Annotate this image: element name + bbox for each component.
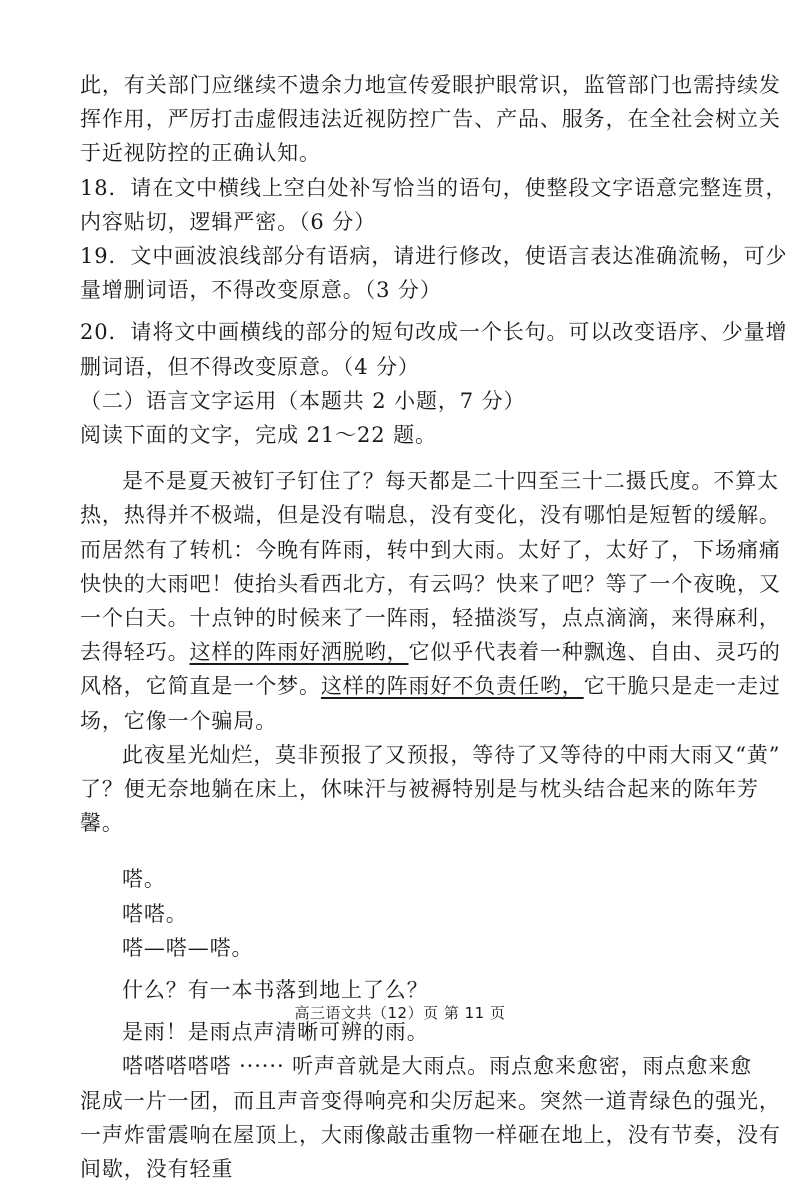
text-line: 删词语，但不得改变原意。（4 分） [80,354,420,379]
text-line [80,635,781,669]
underlined-phrase: 这样的阵雨好不负责任哟， [320,674,584,699]
underlined-phrase: 这样的阵雨好洒脱哟， [189,640,409,665]
rain-line: 是雨！是雨点声清晰可辨的雨。 [122,1020,429,1045]
text-line: 一声炸雷震响在屋顶上，大雨像敲击重物一样砸在地上，没有节奏，没有 [80,1122,781,1147]
text-line: 于近视防控的正确认知。 [80,141,321,166]
text-line: 间歇，没有轻重 [80,1157,234,1182]
sound-line: 嗒嗒。 [122,901,188,926]
plain-text: 风格，它简直是一个梦。 [80,674,321,699]
text-line: 场，它像一个骗局。 [80,708,278,733]
text-line: 挥作用，严厉打击虚假违法近视防控广告、产品、服务，在全社会树立关 [80,107,781,132]
text-line: 量增删词语，不得改变原意。（3 分） [80,278,442,303]
text-line: 混成一片一团，而且声音变得响亮和尖厉起来。突然一道青绿色的强光， [80,1088,781,1113]
text-line: 快快的大雨吧！使抬头看西北方，有云吗？快来了吧？等了一个夜晚，又 [80,571,781,596]
text-line: 而居然有了转机：今晚有阵雨，转中到大雨。太好了，太好了，下场痛痛 [80,537,781,562]
text-line: 嗒嗒嗒嗒嗒 ······ 听声音就是大雨点。雨点愈来愈密，雨点愈来愈 [122,1054,752,1079]
text-line: 一个白天。十点钟的时候来了一阵雨，轻描淡写，点点滴滴，来得麻利， [80,606,781,631]
text-line: 馨。 [80,811,124,836]
plain-text: 去得轻巧。 [80,640,190,665]
section-instruction: 阅读下面的文字，完成 21～22 题。 [80,423,437,448]
text-line: 此，有关部门应继续不遗余力地宣传爱眼护眼常识，监管部门也需持续发 [80,73,781,97]
text-line: 内容贴切，逻辑严密。（6 分） [80,209,377,234]
text-line: 20．请将文中画横线的部分的短句改成一个长句。可以改变语序、少量增 [80,320,788,345]
text-line: 18．请在文中横线上空白处补写恰当的语句，使整段文字语意完整连贯， [80,175,788,200]
text-line: 了？便无奈地躺在床上，休味汗与被褥特别是与枕头结合起来的陈年芳 [80,777,759,802]
section-heading: （二）语言文字运用（本题共 2 小题，7 分） [80,388,526,413]
question-20 [80,315,788,383]
text-line: 19．文中画波浪线部分有语病，请进行修改，使语言表达准确流畅，可少 [80,244,788,269]
plain-text: 它似乎代表着一种飘逸、自由、灵巧的 [408,640,781,665]
text-line: 此夜星光灿烂，莫非预报了又预报，等待了又等待的中雨大雨又“黄” [122,742,781,767]
question-line: 什么？有一本书落到地上了么？ [122,978,429,1003]
sound-line: 嗒—嗒—嗒。 [122,935,254,960]
question-18 [80,171,788,239]
intro-paragraph [80,68,781,171]
text-line: 是不是夏天被钉子钉住了？每天都是二十四至三十二摄氏度。不算太 [122,469,779,494]
sound-line: 嗒。 [122,867,166,892]
question-19 [80,239,788,307]
passage-paragraph-final [80,1049,781,1186]
text-line [80,669,781,703]
plain-text: 它干脆只是走一走过 [583,674,781,699]
passage-paragraph-1 [80,464,781,738]
text-line: 热，热得并不极端，但是没有喘息，没有变化，没有哪怕是短暂的缓解。 [80,503,781,528]
page-footer: 高三语文共（12）页 第 11 页 [294,1004,506,1022]
passage-paragraph-2 [80,738,781,841]
